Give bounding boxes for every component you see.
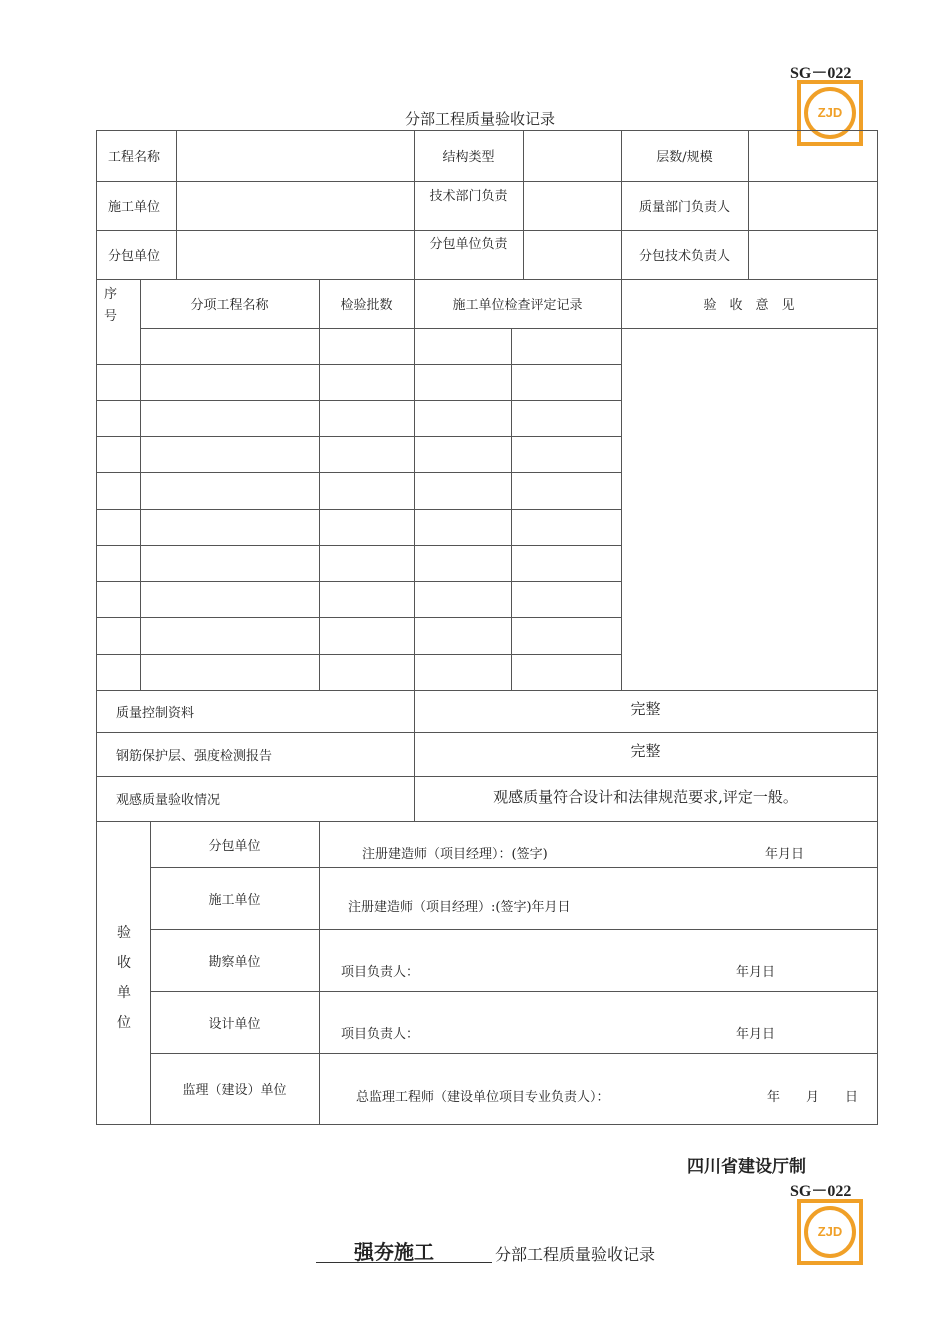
acceptance-date: 年月日 [736,1026,776,1042]
form-code: SG－022 [790,65,852,82]
acceptance-unit: 勘察单位 [208,954,261,970]
seq-label: 序号 [104,287,118,324]
quality-dept-head-label: 质量部门负责人 [638,200,730,215]
acceptance-sign: 项目负责人： [341,1026,420,1042]
acceptance-date: 年月日 [765,846,805,862]
acceptance-sign: 注册建造师（项目经理）：(签字) [362,846,548,862]
acceptance-date: 年 月 日 [767,1089,859,1105]
construction-unit-label: 施工单位 [108,200,161,215]
acceptance-sign: 注册建造师（项目经理）:(签字)年月日 [348,899,571,915]
acceptance-unit: 设计单位 [208,1016,261,1032]
acceptance-unit: 分包单位 [208,838,261,854]
structure-type-label: 结构类型 [442,150,495,165]
col-batch-count: 检验批数 [340,298,393,313]
zjd-logo [797,80,863,146]
rebar-report-value: 完整 [630,741,661,760]
logo-text: ZJD [817,105,843,120]
group-char: 收 [117,955,131,971]
project-name-label: 工程名称 [108,150,161,165]
subcontract-tech-head-label: 分包技术负责人 [638,249,730,264]
appearance-label: 观感质量验收情况 [116,793,221,808]
page-title: 分部工程质量验收记录 [405,110,556,128]
form-code-2: SG－022 [790,1183,852,1200]
acceptance-unit: 施工单位 [208,892,261,908]
tech-dept-head-label: 技术部门负责 [429,188,508,204]
acceptance-unit: 监理（建设）单位 [182,1083,287,1098]
logo-text-2: ZJD [817,1224,843,1239]
page-title-2: 分部工程质量验收记录 [495,1245,656,1264]
floors-scale-label: 层数/规模 [656,150,713,165]
acceptance-date: 年月日 [736,964,776,980]
col-check-record: 施工单位检查评定记录 [452,298,583,313]
quality-control-value: 完整 [630,699,661,718]
zjd-logo-2 [797,1199,863,1265]
subcontract-unit-head-label: 分包单位负责 [429,236,508,252]
col-subitem-name: 分项工程名称 [190,298,269,313]
rebar-report-label: 钢筋保护层、强度检测报告 [116,748,273,764]
acceptance-sign: 项目负责人： [341,964,420,980]
issuer: 四川省建设厅制 [687,1157,806,1177]
project-name: 强夯施工 [354,1240,434,1264]
acceptance-sign: 总监理工程师（建设单位项目专业负责人）： [356,1089,610,1105]
group-char: 单 [117,985,131,1001]
project-name-field[interactable] [177,131,413,181]
group-char: 验 [117,925,131,941]
col-acceptance-opinion: 验 收 意 见 [703,298,795,313]
acceptance-group-label [114,918,134,1038]
group-char: 位 [117,1015,131,1031]
quality-control-label: 质量控制资料 [116,705,195,721]
appearance-value: 观感质量符合设计和法律规范要求,评定一般。 [493,787,798,806]
subcontract-unit-label: 分包单位 [108,249,161,264]
